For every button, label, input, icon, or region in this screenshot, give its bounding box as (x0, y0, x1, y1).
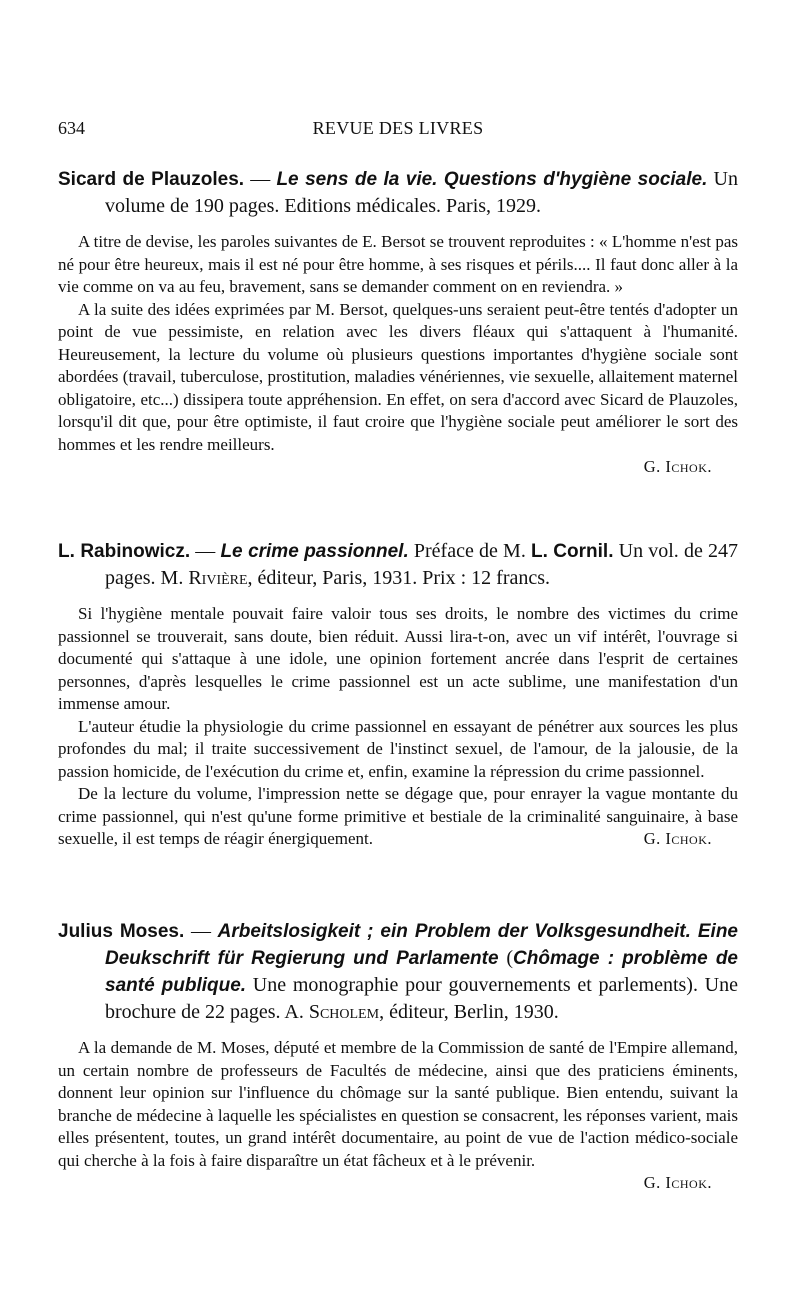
paren-open: ( (498, 947, 514, 969)
page-header (58, 118, 738, 148)
review-body (58, 1037, 738, 1192)
publication-info: , éditeur, Paris, 1931. Prix : 12 francs. (247, 567, 551, 589)
review-title: Arbeitslosigkeit ; ein Problem der Volksgesundheit. Eine Deukschrift für Regierung und Parlamente (105, 921, 738, 969)
paragraph-text: A la demande de M. Moses, député et membre de la Commission de santé de l'Empire allemand, un certain nombre de professeurs de Facultés de médecine, ainsi que des praticiens éminents, donnent leur opinion sur l'influence du chômage sur la santé publique. Bien entendu, suivant la branche de médecine à laquelle les spécialistes en question se consacrent, les réponses varient, mais elles présentent, toutes, un grand intérêt documentaire, au point de vue de l'action médico-sociale qui cherche à la fois à faire disparaître un état fâcheux et à le prévenir. (58, 1038, 738, 1170)
paragraph-text: De la lecture du volume, l'impression nette se dégage que, pour enrayer la vague montante du crime passionnel, qui n'est qu'une forme primitive et bestiale de la criminalité sanguinaire, à base sexuelle, il est temps de réagir énergiquement. (58, 784, 738, 848)
review-paragraph: A la suite des idées exprimées par M. Bersot, quelques-uns seraient peut-être tentés d'adopter un point de vue pessimiste, en relation avec les divers fléaux qui s'attaquent à l'humanité. Heureusement, la lecture du volume où plusieurs questions importantes d'hygiène sociale sont abordées (travail, tuberculose, prostitution, maladies vénériennes, vie sexuelle, allaitement maternel obligatoire, etc...) dissipera toute appréhension. En effet, on sera d'accord avec Sicard de Plauzoles, lorsqu'il dit que, pour être optimiste, il faut croire que l'hygiène sociale peut améliorer le sort des hommes et les rendre meilleurs. (58, 299, 738, 454)
review-paragraph: L'auteur étudie la physiologie du crime passionnel en essayant de pénétrer aux sources les plus profondes du mal; il traite successivement de l'instinct sexuel, de l'amour, de la jalousie, de la passion homicide, de l'exécution du crime et, enfin, examine la répression du crime passionnel. (58, 716, 738, 781)
review-body (58, 231, 738, 479)
review-signature (58, 456, 738, 479)
page-number: 634 (58, 118, 85, 138)
review-paragraph: Si l'hygiène mentale pouvait faire valoir tous ses droits, le nombre des victimes du crime passionnel se trouverait, sans doute, bien réduit. Aussi lira-t-on, avec un vif intérêt, l'ouvrage si documenté qui s'attaque à une idole, une opinion fortement ancrée dans l'esprit de certaines personnes, d'après lesquelles le crime passionnel est un acte sublime, une manifestation d'un immense amour. (58, 604, 738, 713)
review-sicard (58, 166, 738, 479)
review-moses (58, 918, 738, 1195)
publisher-name: Rivière (188, 567, 248, 589)
review-author: Sicard de Plauzoles. (58, 169, 245, 190)
review-title: Le sens de la vie. Questions d'hygiène sociale. (276, 169, 708, 190)
citation-dash: — (244, 168, 277, 190)
publication-info: Un vol. de 247 pages. M. (105, 540, 738, 589)
citation-dash: — (190, 540, 221, 562)
publication-info: Préface de M. (408, 540, 531, 562)
review-author: L. Rabinowicz. (58, 541, 191, 562)
page (58, 118, 738, 1192)
signature-text: G. Ichok. (643, 457, 712, 476)
review-paragraph (58, 1037, 738, 1192)
review-body (58, 603, 738, 851)
review-author: Julius Moses. (58, 921, 185, 942)
review-signature: G. Ichok. (643, 829, 712, 848)
review-paragraph: A titre de devise, les paroles suivantes de E. Bersot se trouvent reproduites : « L'homme n'est pas né pour être heureux, mais il est né pour être homme, à ses risques et périls.... Il faut donc aller à la vie comme on va au feu, bravement, sans se demander comment on en reviendra. » (58, 232, 738, 296)
running-title: REVUE DES LIVRES (312, 118, 484, 138)
review-paragraph (58, 783, 738, 851)
citation-dash: — (184, 920, 218, 942)
review-citation (58, 166, 738, 219)
preface-author: L. Cornil. (530, 541, 614, 562)
publication-info: , éditeur, Berlin, 1930. (379, 1001, 559, 1023)
publication-info: Une monographie pour gouvernements et parlements). Une brochure de 22 pages. A. (105, 974, 738, 1023)
review-citation (58, 918, 738, 1025)
review-signature: G. Ichok. (643, 1173, 712, 1192)
review-title: Le crime passionnel. (220, 541, 409, 562)
review-citation (58, 538, 738, 591)
publication-info: Un volume de 190 pages. Editions médicales. Paris, 1929. (105, 168, 738, 217)
review-title-translation: Chômage : problème de santé publique. (105, 948, 738, 996)
review-rabinowicz (58, 538, 738, 851)
publisher-name: Scholem (308, 1001, 380, 1023)
